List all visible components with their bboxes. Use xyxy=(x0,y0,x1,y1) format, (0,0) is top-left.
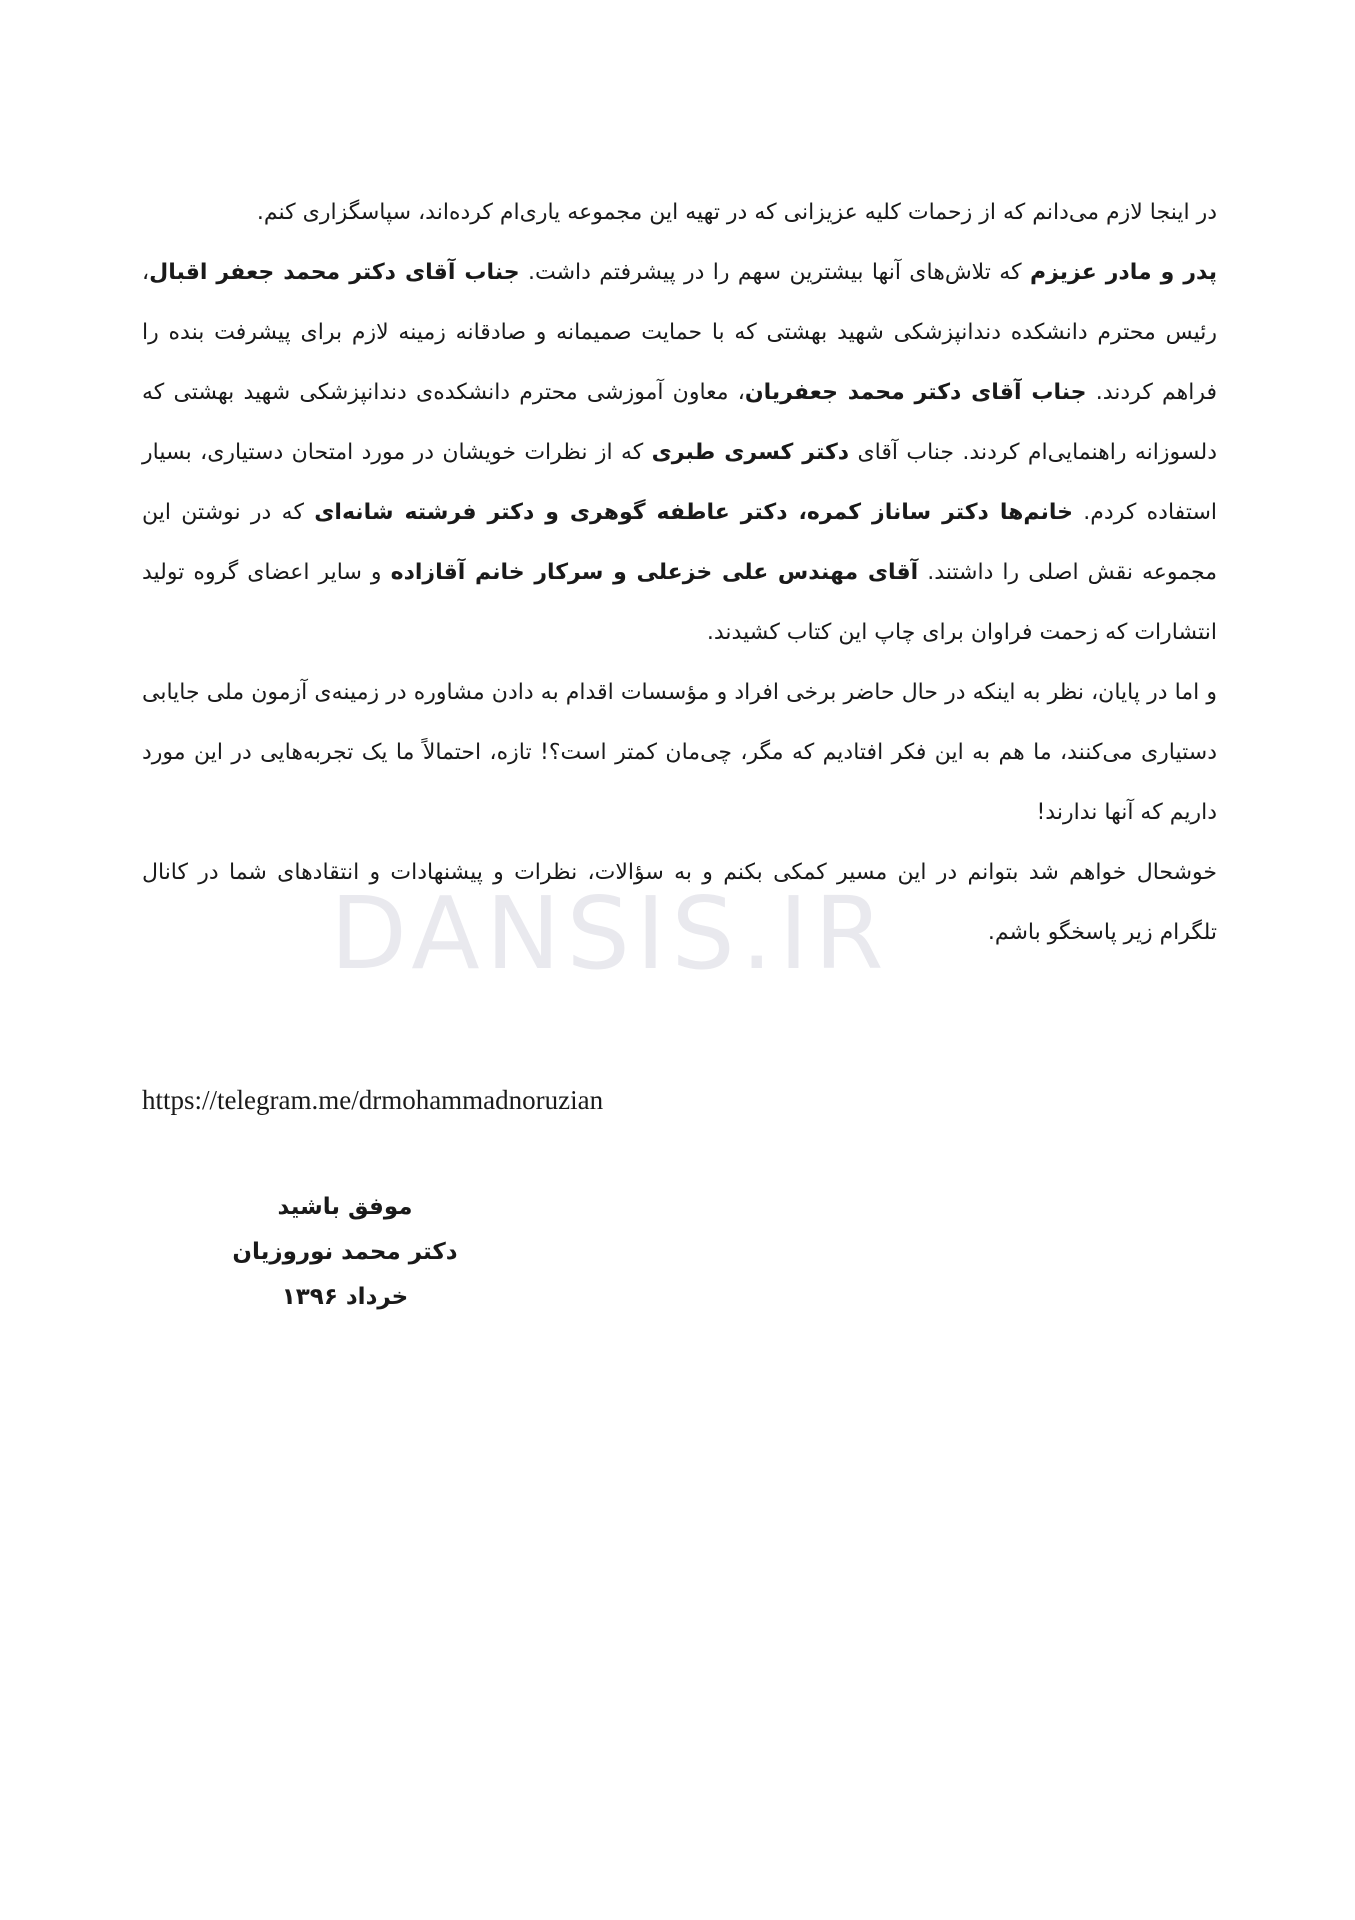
signature-author: دکتر محمد نوروزیان xyxy=(232,1239,458,1265)
paragraph-contact: خوشحال خواهم شد بتوانم در این مسیر کمکی بکنم و به سؤالات، نظرات و پیشنهادات و انتقادهای شما در کانال تلگرام زیر پاسخگو باشم. xyxy=(142,860,1217,945)
acknowledgement-text xyxy=(142,183,1217,963)
bold-name: پدر و مادر عزیزم xyxy=(1029,260,1217,285)
text-segment: ، رئیس محترم دانشکده دندانپزشکی شهید بهشتی که با حمایت صمیمانه و صادقانه زمینه لازم برای پیشرفت بنده را فراهم کردند. xyxy=(142,260,1217,405)
text-segment: که تلاش‌های آنها بیشترین سهم را در پیشرفتم داشت. xyxy=(519,260,1030,285)
bold-name: جناب آقای دکتر محمد جعفریان xyxy=(744,380,1087,405)
signature-date: خرداد ۱۳۹۶ xyxy=(281,1284,409,1310)
telegram-link[interactable]: https://telegram.me/drmohammadnoruzian xyxy=(142,1085,604,1115)
bold-name: جناب آقای دکتر محمد جعفر اقبال xyxy=(149,260,520,285)
signature-block xyxy=(215,1185,475,1320)
text-segment: که از نظرات خویشان در مورد امتحان دستیاری، بسیار استفاده کردم. xyxy=(142,440,1217,525)
paragraph-thanks xyxy=(142,243,1217,663)
bold-name: خانم‌ها دکتر ساناز کمره، دکتر عاطفه گوهری و دکتر فرشته شانه‌ای xyxy=(314,500,1073,525)
watermark: DANSIS.IR xyxy=(330,875,890,992)
text-segment: و سایر اعضای گروه تولید انتشارات که زحمت فراوان برای چاپ این کتاب کشیدند. xyxy=(142,560,1217,645)
paragraph-consulting: و اما در پایان، نظر به اینکه در حال حاضر برخی افراد و مؤسسات اقدام به دادن مشاوره در زمینه‌ی آزمون ملی جایابی دستیاری می‌کنند، ما هم به این فکر افتادیم که مگر، چی‌مان کمتر است؟! تازه، احتمالاً ما یک تجربه‌هایی در این مورد داریم که آنها ندارند! xyxy=(142,680,1217,825)
bold-name: دکتر کسری طبری xyxy=(651,440,850,465)
bold-name: آقای مهندس علی خزعلی و سرکار خانم آقازاده xyxy=(390,560,919,585)
text-segment: ، معاون آموزشی محترم دانشکده‌ی دندانپزشکی شهید بهشتی که دلسوزانه راهنمایی‌ام کردند. جناب آقای xyxy=(142,380,1217,465)
text-segment: که در نوشتن این مجموعه نقش اصلی را داشتند. xyxy=(142,500,1217,585)
signature-closing: موفق باشید xyxy=(277,1194,413,1220)
paragraph-intro: در اینجا لازم می‌دانم که از زحمات کلیه عزیزانی که در تهیه این مجموعه یاری‌ام کرده‌اند، سپاسگزاری کنم. xyxy=(256,200,1217,225)
